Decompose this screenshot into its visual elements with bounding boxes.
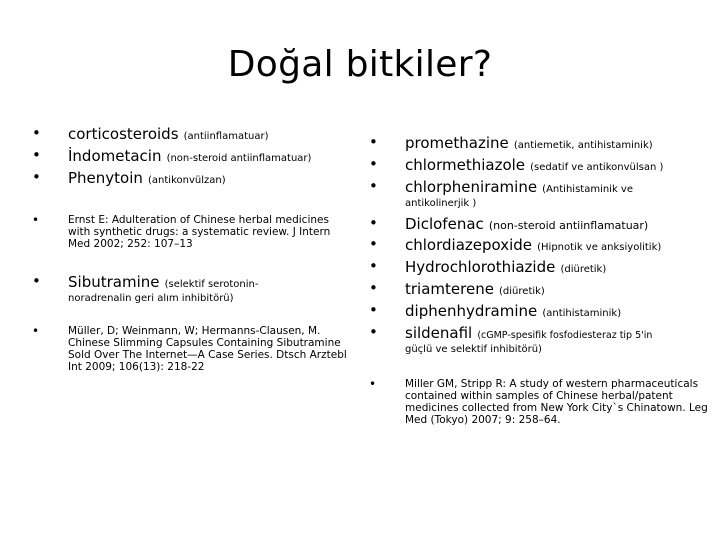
list-item: [32, 124, 362, 146]
list-item: [369, 323, 709, 356]
drug-name: promethazine: [405, 134, 509, 152]
drug-note: (sedatif ve antikonvülsan ): [530, 162, 664, 173]
bullet: •: [32, 213, 40, 227]
list-item: [369, 214, 709, 235]
drug-note: (antiinflamatuar): [183, 131, 269, 142]
bullet: •: [32, 324, 40, 338]
bullet: •: [32, 146, 41, 164]
bullet: •: [369, 235, 378, 253]
drug-name: sildenafil: [405, 324, 473, 342]
bullet: •: [369, 301, 378, 319]
bullet: •: [369, 214, 378, 232]
list-item: [369, 301, 709, 323]
bullet: •: [369, 133, 378, 151]
list-item: [369, 133, 709, 155]
drug-name: İndometacin: [68, 147, 162, 165]
drug-name: chlormethiazole: [405, 156, 526, 174]
list-item: [32, 146, 362, 168]
bullet: •: [369, 257, 378, 275]
drug-note-continued: noradrenalin geri alım inhibitörü): [68, 293, 234, 304]
drug-note: (non-steroid antiinflamatuar): [166, 153, 312, 164]
bullet: •: [369, 377, 377, 391]
list-item: [369, 177, 709, 210]
drug-list: [369, 214, 709, 356]
drug-name: triamterene: [405, 280, 494, 298]
list-item: [369, 155, 709, 177]
reference-text: Miller GM, Stripp R: A study of western pharmaceuticals contained within samples of Chinese herbal/patent medicines collected from New York City`s Chinatown. Leg Med (Tokyo) 2007; 9: 258–64.: [405, 378, 708, 426]
reference-item: [369, 378, 709, 426]
drug-note: (selektif serotonin-: [164, 279, 259, 290]
drug-note: (diüretik): [560, 264, 607, 275]
drug-name: Hydrochlorothiazide: [405, 258, 556, 276]
drug-note: (antihistaminik): [542, 308, 622, 319]
drug-note: (antiemetik, antihistaminik): [513, 140, 653, 151]
bullet: •: [369, 177, 378, 195]
bullet: •: [369, 155, 378, 173]
drug-note: (antikonvülzan): [148, 175, 226, 186]
drug-name: Sibutramine: [68, 273, 160, 291]
bullet: •: [369, 323, 378, 341]
list-item: [369, 235, 709, 257]
drug-name: Diclofenac: [405, 215, 484, 233]
list-item: [32, 168, 362, 190]
drug-note: (Hipnotik ve anksiyolitik): [537, 242, 662, 253]
bullet: •: [32, 124, 41, 142]
left-column: [32, 124, 362, 373]
list-item: [369, 279, 709, 301]
bullet: •: [369, 279, 378, 297]
drug-note: (cGMP-spesifik fosfodiesteraz tip 5'in: [477, 330, 653, 341]
bullet: •: [32, 272, 41, 290]
list-item: [369, 257, 709, 279]
drug-note: (Antihistaminik ve: [542, 184, 634, 195]
drug-name: corticosteroids: [68, 125, 179, 143]
slide-title: Doğal bitkiler?: [227, 44, 493, 85]
reference-text: Ernst E: Adulteration of Chinese herbal medicines with synthetic drugs: a systematic review. J Intern Med 2002; 252: 107–13: [68, 214, 331, 250]
drug-name: Phenytoin: [68, 169, 143, 187]
drug-note-continued: antikolinerjik ): [405, 198, 477, 209]
drug-name: diphenhydramine: [405, 302, 538, 320]
bullet: •: [32, 168, 41, 186]
drug-note: (diüretik): [499, 286, 545, 297]
drug-name: chlorpheniramine: [405, 178, 538, 196]
reference-item: [32, 214, 332, 250]
drug-note: (non-steroid antiinflamatuar): [488, 219, 649, 232]
right-column: [369, 133, 709, 426]
reference-text: Müller, D; Weinmann, W; Hermanns-Clausen, M. Chinese Slimming Capsules Containing Sibutramine Sold Over The Internet—A Case Series. Dtsch Arztebl Int 2009; 106(13): 218-22: [68, 325, 347, 373]
list-item: [32, 272, 362, 305]
drug-name: chlordiazepoxide: [405, 236, 533, 254]
drug-note-continued: güçlü ve selektif inhibitörü): [405, 344, 542, 355]
reference-item: [32, 325, 352, 373]
